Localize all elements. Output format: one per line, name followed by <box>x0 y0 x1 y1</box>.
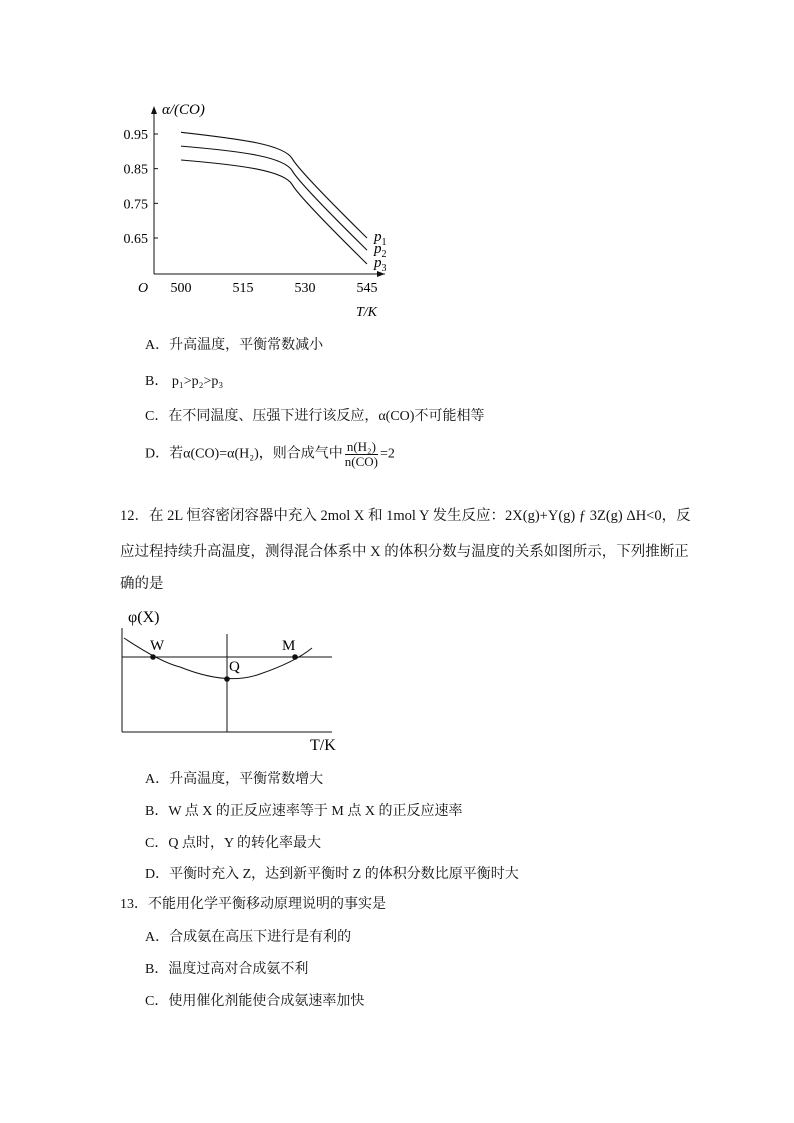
q11-option-d-fraction <box>343 440 380 469</box>
chart2-xlabel: T/K <box>310 737 336 754</box>
chart-alpha-co <box>100 92 410 324</box>
chart1-x-tick-label: 515 <box>232 281 254 296</box>
q11-option-d-suffix: =2 <box>379 446 395 462</box>
q12-stem-line3: 确的是 <box>120 576 164 592</box>
q12-stem-line2: 应过程持续升高温度，测得混合体系中 X 的体积分数与温度的关系如图所示，下列推断正 <box>120 544 689 560</box>
chart1-ticks <box>124 128 378 296</box>
chart2-label-q: Q <box>229 659 240 675</box>
chart1-y-tick-label: 0.75 <box>123 197 148 213</box>
q12-option-a: A．升高温度，平衡常数增大 <box>145 772 324 787</box>
q11-option-c: C．在不同温度、压强下进行该反应，α(CO)不可能相等 <box>145 409 485 424</box>
fraction-numerator: n(H₂) <box>346 439 376 454</box>
chart1-xlabel: T/K <box>356 305 378 320</box>
q13-option-a: A．合成氨在高压下进行是有利的 <box>145 930 352 945</box>
chart1-origin: O <box>138 281 149 296</box>
chart1-series <box>181 132 387 274</box>
q11-option-d <box>145 440 395 469</box>
chart1-y-arrow <box>151 106 157 114</box>
q13-option-c: C．使用催化剂能使合成氨速率加快 <box>145 994 365 1009</box>
chart2-ylabel: φ(X) <box>128 609 160 626</box>
chart1-x-tick-label: 530 <box>294 281 316 296</box>
q13-option-b: B．温度过高对合成氨不利 <box>145 962 309 977</box>
chart1-x-tick-label: 500 <box>170 281 192 296</box>
q12-option-c: C．Q 点时，Y 的转化率最大 <box>145 836 322 851</box>
chart1-ylabel: α/(CO) <box>162 102 205 118</box>
q11-option-a: A．升高温度，平衡常数减小 <box>145 338 324 353</box>
chart1-series-p3 <box>181 160 367 264</box>
chart1-x-tick-label: 545 <box>356 281 378 296</box>
q11-option-b: B． p₁>p₂>p₃ <box>145 374 224 389</box>
chart1-series-label-p3: $p_3$ <box>374 255 387 274</box>
chart1-axes <box>151 106 385 277</box>
chart1-series-p2 <box>181 146 367 250</box>
chart1-y-tick-label: 0.85 <box>123 162 148 178</box>
fraction-denominator: n(CO) <box>344 454 378 469</box>
chart2-point-m <box>292 654 298 660</box>
chart1-series-label-p2: $p_2$ <box>374 241 387 261</box>
chart1-series-label-p1: $p_1$ <box>374 229 387 248</box>
chart2-label-w: W <box>150 638 165 654</box>
q12-option-d: D．平衡时充入 Z，达到新平衡时 Z 的体积分数比原平衡时大 <box>145 867 519 882</box>
q12-stem-line1: 12．在 2L 恒容密闭容器中充入 2mol X 和 1mol Y 发生反应：2X(g)+Y(g) ƒ 3Z(g) ΔH<0，反 <box>120 508 691 524</box>
chart-phi-x <box>100 600 360 758</box>
q12-option-b: B．W 点 X 的正反应速率等于 M 点 X 的正反应速率 <box>145 804 463 819</box>
chart2-label-m: M <box>282 638 296 654</box>
chart1-y-tick-label: 0.65 <box>123 232 148 247</box>
q13-stem: 13．不能用化学平衡移动原理说明的事实是 <box>120 897 386 912</box>
chart2-point-q <box>224 676 230 682</box>
chart1-y-tick-label: 0.95 <box>123 128 148 143</box>
chart2-point-w <box>150 654 156 660</box>
q11-option-d-prefix: D．若α(CO)=α(H₂)，则合成气中 <box>145 446 343 462</box>
